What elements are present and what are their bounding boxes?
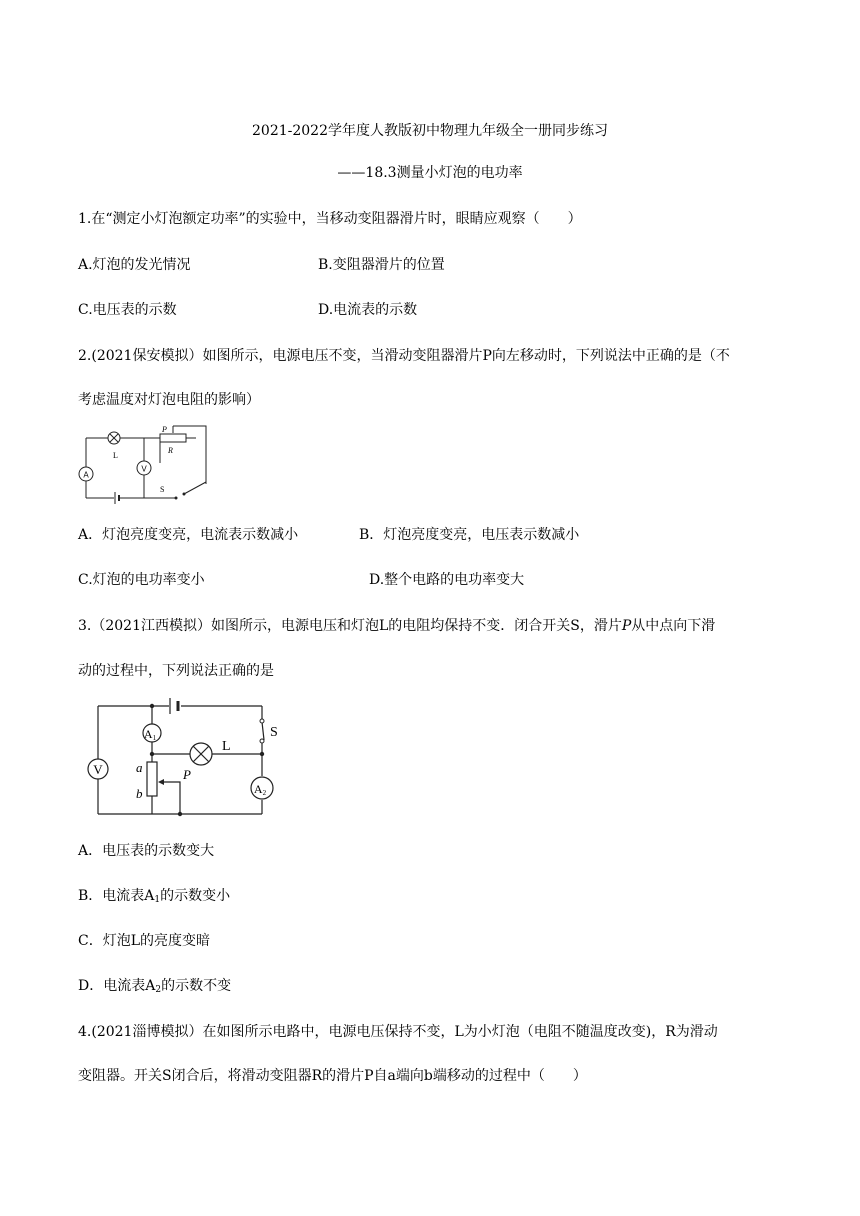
question-2-option-a: A．灯泡亮度变亮，电流表示数减小 [78,527,299,543]
question-3-option-b [78,885,230,905]
voltmeter-label: V [93,762,103,777]
lamp-l-label: L [113,451,118,460]
document-subtitle: ——18.3测量小灯泡的电功率 [337,165,523,181]
switch-s-label: S [160,485,165,494]
voltmeter-label: V [141,464,147,474]
question-2-stem-line-2: 考虑温度对灯泡电阻的影响） [78,392,260,408]
switch-s-label: S [270,725,278,740]
question-1-option-a: A.灯泡的发光情况 [78,257,191,273]
ammeter-a1-label: A1 [143,727,157,742]
question-3-stem-p: P [621,618,632,634]
question-2-option-b: B．灯泡亮度变亮，电压表示数减小 [359,527,580,543]
question-3-circuit-diagram [84,694,284,822]
question-1-option-d: D.电流表的示数 [318,302,418,318]
question-2-option-c: C.灯泡的电功率变小 [78,572,205,588]
question-3-option-d-subscript: 2 [155,985,162,995]
question-4-stem-line-2: 变阻器。开关S闭合后，将滑动变阻器R的滑片P自a端向b端移动的过程中（ ） [78,1068,587,1084]
question-2-circuit-diagram [76,420,216,512]
lamp-symbol [108,432,120,444]
question-3-stem-part-2: 从中点向下滑 [631,618,716,634]
question-3-option-d-text: D．电流表A [78,978,156,994]
slider-p-label: P [183,767,191,782]
question-1-stem: 1.在“测定小灯泡额定功率”的实验中，当移动变阻器滑片时，眼睛应观察（ ） [78,211,582,227]
question-3-stem-line-2: 动的过程中，下列说法正确的是 [78,663,274,679]
lamp-symbol [190,743,212,765]
question-3-option-d [78,975,231,995]
question-1-option-b: B.变阻器滑片的位置 [318,257,445,273]
rheostat-a-label: a [136,760,143,775]
slider-p-label: P [162,425,167,434]
question-3-option-c: C．灯泡L的亮度变暗 [78,933,211,949]
document-title: 2021-2022学年度人教版初中物理九年级全一册同步练习 [252,123,608,139]
question-3-option-b-text-end: 的示数变小 [160,888,231,904]
question-3-option-d-text-end: 的示数不变 [161,978,232,994]
question-1-option-c: C.电压表的示数 [78,302,177,318]
rheostat-b-label: b [136,786,143,801]
question-4-stem-line-1: 4.(2021淄博模拟）在如图所示电路中，电源电压保持不变，L为小灯泡（电阻不随温度改变)，R为滑动 [78,1024,718,1040]
ammeter-a2-label: A2 [253,782,267,797]
question-2-option-d: D.整个电路的电功率变大 [369,572,525,588]
rheostat-r-label: R [168,446,173,455]
question-3-option-b-subscript: 1 [154,895,161,905]
question-3-stem-line-1 [78,615,715,635]
question-3-option-a: A．电压表的示数变大 [78,843,215,859]
lamp-l-label: L [222,739,231,754]
question-3-option-b-text: B．电流表A [78,888,155,904]
ammeter-label: A [83,470,89,480]
question-3-stem-part-1: 3.（2021江西模拟）如图所示，电源电压和灯泡L的电阻均保持不变．闭合开关S，滑片 [78,618,622,634]
question-2-stem-line-1: 2.(2021保安模拟）如图所示，电源电压不变，当滑动变阻器滑片P向左移动时，下列说法中正确的是（不 [78,348,730,364]
